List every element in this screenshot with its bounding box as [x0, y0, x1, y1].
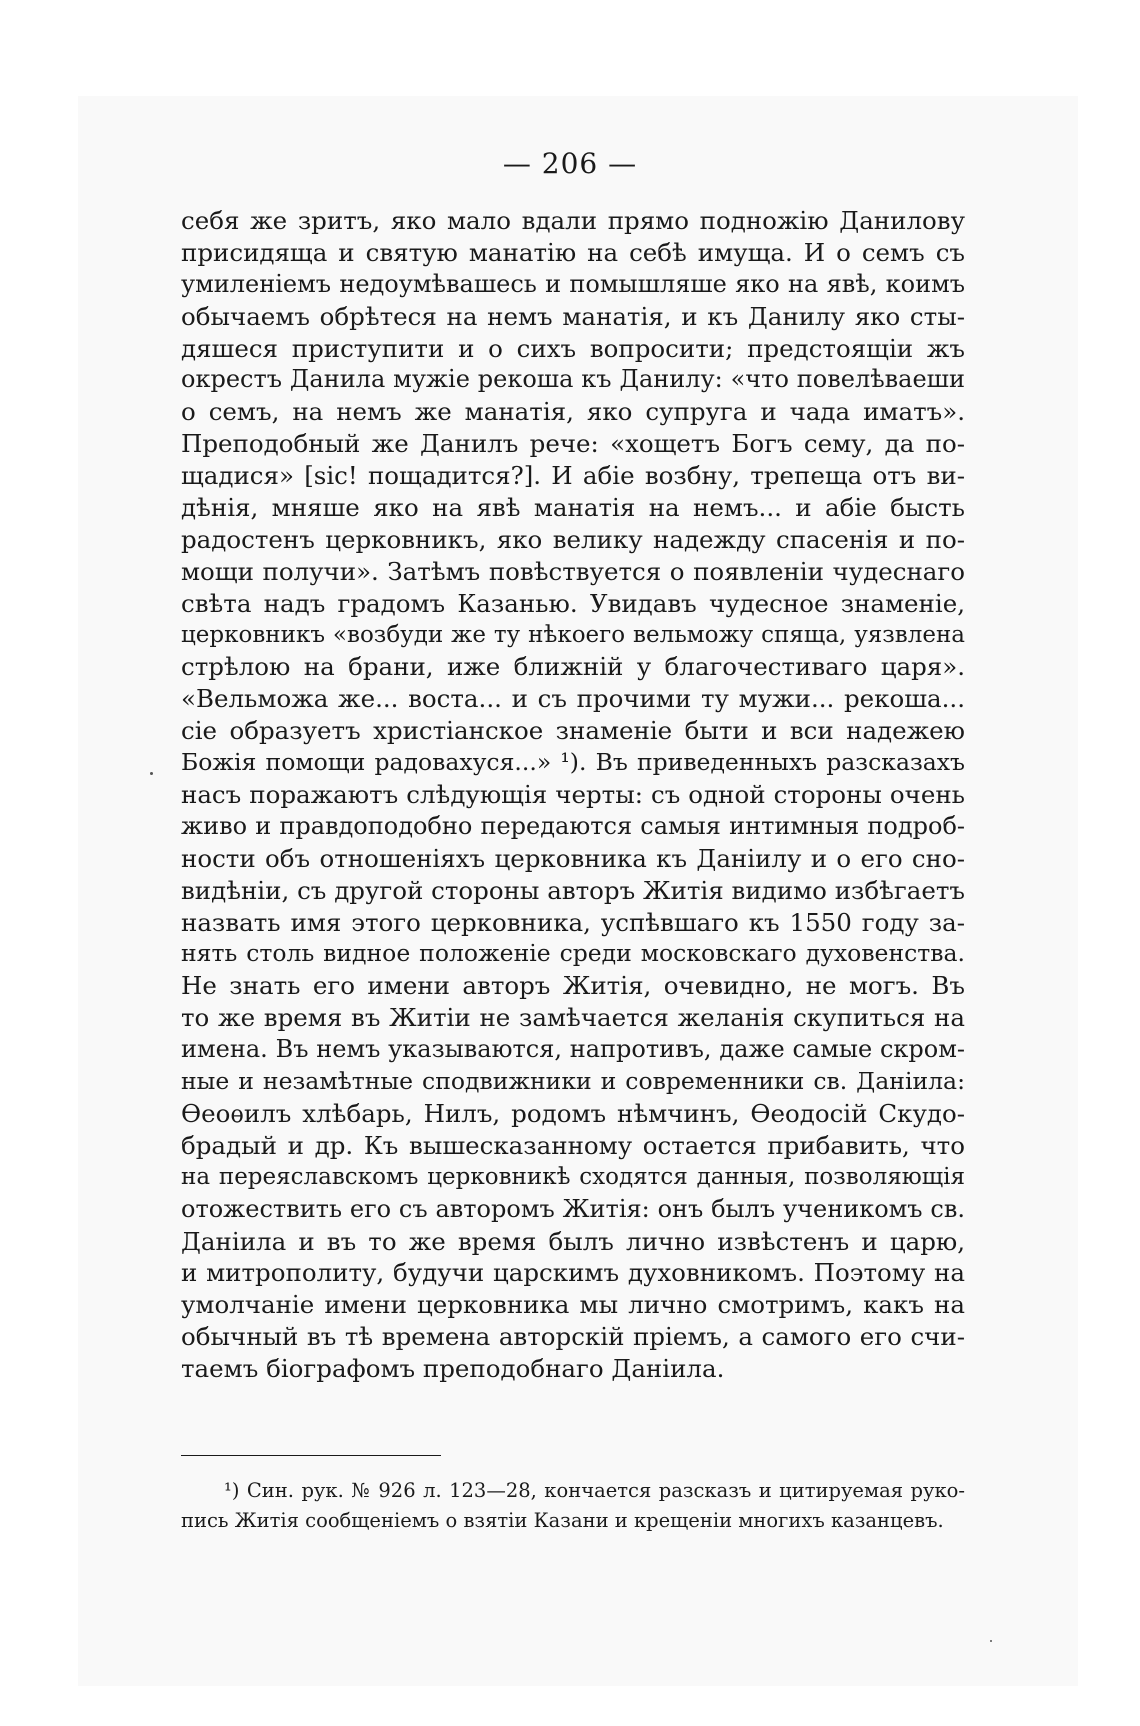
text-line: присидяща и святую манатію на себѣ имуща. И о семъ съ: [181, 237, 965, 267]
text-line: щадися» [sic! пощадится?]. И абіе возбну, трепеща отъ ви-: [181, 461, 965, 491]
text-line: умиленіемъ недоумѣвашесь и помышляше яко на явѣ, коимъ: [181, 269, 965, 298]
text-line: себя же зритъ, яко мало вдали прямо подножію Данилову: [181, 206, 965, 235]
text-line: Божія помощи радовахуся...» ¹). Въ приведенныхъ разсказахъ: [181, 748, 965, 777]
page-number: — 206 —: [502, 147, 638, 180]
text-line: стрѣлою на брани, иже ближній у благочестиваго царя».: [181, 652, 965, 682]
footnote-line: пись Житія сообщеніемъ о взятіи Казани и крещеніи многихъ казанцевъ.: [181, 1509, 944, 1532]
text-line: и митрополиту, будучи царскимъ духовникомъ. Поэтому на: [181, 1258, 965, 1288]
text-line: видѣніи, съ другой стороны авторъ Житія видимо избѣгаетъ: [181, 875, 965, 905]
scan-speck: [150, 772, 153, 775]
text-line: мощи получи». Затѣмъ повѣствуется о появленіи чудеснаго: [181, 556, 965, 586]
main-text: [181, 205, 965, 1385]
text-line: Даніила и въ то же время былъ лично извѣстенъ и царю,: [181, 1226, 965, 1256]
text-line: нять столь видное положеніе среди московскаго духовенства.: [181, 939, 965, 968]
text-line: обычный въ тѣ времена авторскій пріемъ, а самого его счи-: [181, 1322, 965, 1352]
footnote-separator: [181, 1455, 441, 1456]
text-line: имена. Въ немъ указываются, напротивъ, даже самые скром-: [181, 1035, 965, 1064]
text-line: Не знать его имени авторъ Житія, очевидно, не могъ. Въ: [181, 971, 965, 1001]
text-line: сіе образуетъ христіанское знаменіе быти и вси надежею: [181, 716, 965, 746]
text-line: ности объ отношеніяхъ церковника къ Даніилу и о его сно-: [181, 843, 965, 873]
text-line: то же время въ Житіи не замѣчается желанія скупиться на: [181, 1003, 965, 1033]
text-line: живо и правдоподобно передаются самыя интимныя подроб-: [181, 811, 965, 840]
text-line: насъ поражаютъ слѣдующія черты: съ одной стороны очень: [181, 780, 965, 810]
text-line: обычаемъ обрѣтеся на немъ манатія, и къ Данилу яко сты-: [181, 301, 965, 331]
text-line: Ѳеоѳилъ хлѣбарь, Нилъ, родомъ нѣмчинъ, Ѳеодосій Скудо-: [181, 1098, 965, 1128]
text-line: на переяславскомъ церковникѣ сходятся данныя, позволяющія: [181, 1163, 965, 1190]
text-line: радостенъ церковникъ, яко велику надежду спасенія и по-: [181, 524, 965, 554]
text-line: отожествить его съ авторомъ Житія: онъ былъ ученикомъ св.: [181, 1194, 965, 1223]
text-line: церковникъ «возбуди же ту нѣкоего вельможу спяща, уязвлена: [181, 621, 965, 648]
text-line: таемъ біографомъ преподобнаго Даніила.: [181, 1354, 725, 1384]
text-line: назвать имя этого церковника, успѣвшаго къ 1550 году за-: [181, 907, 965, 937]
text-line: окрестъ Данила мужіе рекоша къ Данилу: «что повелѣваеши: [181, 365, 965, 394]
text-line: о семъ, на немъ же манатія, яко супруга и чада иматъ».: [181, 397, 965, 427]
text-line: дяшеся приступити и о сихъ вопросити; предстоящіи жъ: [181, 333, 965, 363]
footnote: [181, 1476, 965, 1536]
text-line: умолчаніе имени церковника мы лично смотримъ, какъ на: [181, 1290, 965, 1320]
text-line: ные и незамѣтные сподвижники и современники св. Даніила:: [181, 1067, 965, 1096]
text-line: Преподобный же Данилъ рече: «хощетъ Богъ сему, да по-: [181, 429, 965, 459]
text-line: дѣнія, мняше яко на явѣ манатія на немъ... и абіе бысть: [181, 493, 965, 523]
scan-speck: [990, 1640, 992, 1642]
footnote-line: ¹) Син. рук. № 926 л. 123—28, кончается разсказъ и цитируемая руко-: [224, 1479, 965, 1502]
text-line: свѣта надъ градомъ Казанью. Увидавъ чудесное знаменіе,: [181, 588, 965, 618]
text-line: брадый и др. Къ вышесказанному остается прибавить, что: [181, 1130, 965, 1160]
text-line: «Вельможа же... воста... и съ прочими ту мужи... рекоша...: [181, 684, 965, 714]
